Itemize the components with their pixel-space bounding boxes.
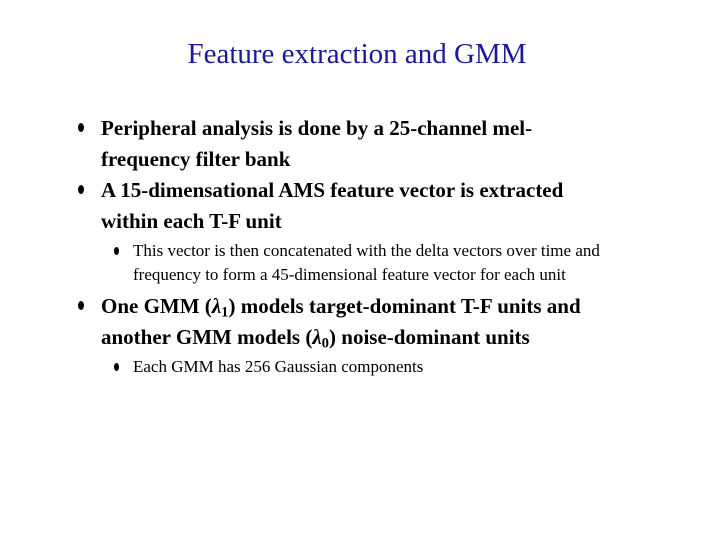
sub-bullet-delta-vectors [133,239,713,287]
text-run: ) noise-dominant units [329,325,530,349]
bullet-peripheral-analysis [101,113,701,175]
bullet-dot [78,185,84,194]
bullet-line [101,291,701,322]
lambda-subscript: 1 [221,304,229,321]
text-run: One GMM ( [101,294,212,318]
bullet-line: Each GMM has 256 Gaussian components [133,357,424,376]
bullet-line: Peripheral analysis is done by a 25-channel mel- [101,116,533,140]
bullet-ams-feature [101,175,701,237]
bullet-line: within each T-F unit [101,209,282,233]
bullet-line [101,322,701,353]
bullet-line: A 15-dimensational AMS feature vector is extracted [101,178,564,202]
text-run: another GMM models ( [101,325,313,349]
lambda-symbol: λ [211,294,222,318]
bullet-dot [114,247,119,255]
bullet-text [133,355,713,379]
bullet-line: frequency filter bank [101,147,291,171]
bullet-line: frequency to form a 45-dimensional feature vector for each unit [133,265,566,284]
bullet-gmm-models [101,291,701,353]
bullet-dot [114,363,119,371]
bullet-line: This vector is then concatenated with the delta vectors over time and [133,241,600,260]
sub-bullet-gaussian-components [133,355,713,379]
lambda-subscript: 0 [321,335,330,352]
bullet-text [101,175,701,237]
bullet-dot [78,301,84,310]
bullet-dot [78,123,84,132]
lambda-symbol: λ [312,325,322,349]
text-run: ) models target-dominant T-F units and [228,294,581,318]
bullet-text [101,291,701,353]
bullet-text [133,239,713,287]
bullet-text [101,113,701,175]
slide-title: Feature extraction and GMM [187,38,527,70]
